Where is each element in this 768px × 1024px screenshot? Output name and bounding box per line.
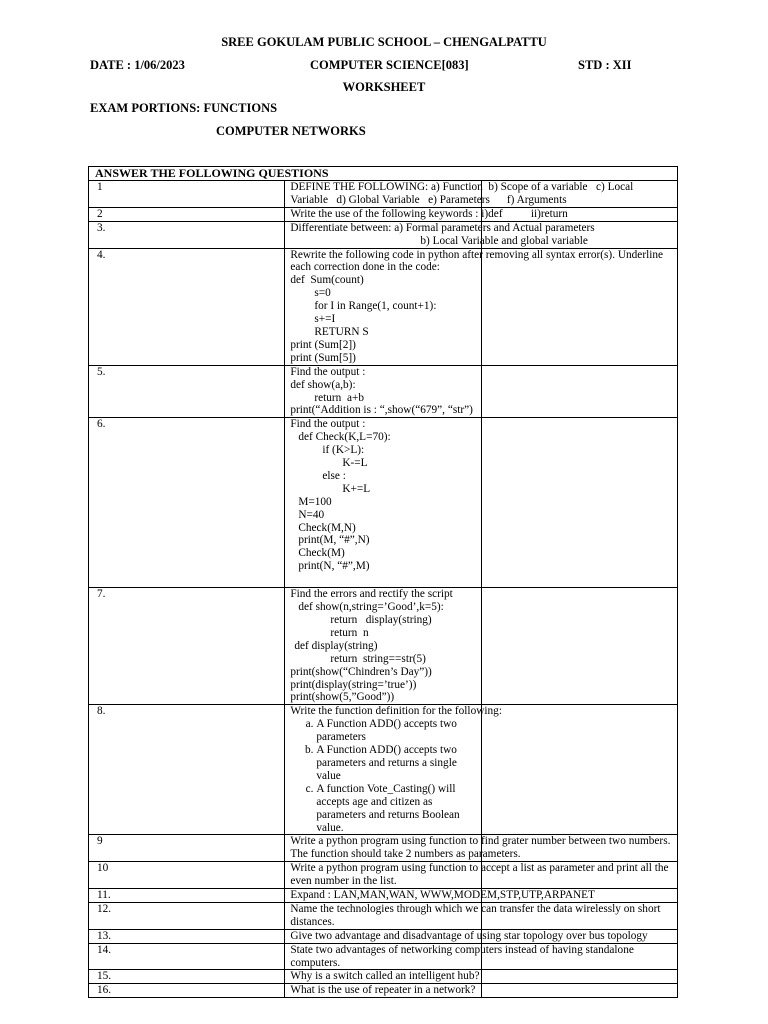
table-row — [89, 705, 678, 835]
blank-cell — [481, 588, 677, 705]
question-line: b) Local Variable and global variable — [420, 234, 588, 247]
table-row — [89, 221, 678, 248]
table-row — [89, 889, 678, 903]
questions-table — [88, 166, 678, 998]
blank-cell — [481, 248, 677, 365]
question-number: 3. — [89, 221, 285, 248]
code-line: def Check(K,L=70): — [298, 431, 391, 444]
table-row — [89, 207, 678, 221]
blank-cell — [481, 418, 677, 588]
question-line: Expand : LAN,MAN,WAN, WWW,MODEM,STP,UTP,ARPANET — [290, 889, 595, 902]
question-text — [285, 984, 481, 998]
question-text — [285, 248, 664, 365]
code-line: Check(M,N) — [298, 521, 356, 534]
table-row — [89, 418, 678, 588]
question-line: Differentiate between: a) Formal parameters and Actual parameters — [290, 221, 595, 234]
code-line: s+=I — [314, 313, 336, 326]
question-number: 16. — [89, 984, 285, 998]
table-row — [89, 181, 678, 208]
code-line: if (K>L): — [322, 444, 365, 457]
table-row — [89, 902, 678, 929]
question-text — [285, 835, 671, 862]
question-text — [285, 889, 595, 903]
question-text — [285, 181, 634, 208]
table-row — [89, 862, 678, 889]
question-text — [285, 943, 634, 970]
list-item: a. A Function ADD() accepts two parameters — [316, 718, 475, 744]
question-line: Write the use of the following keywords : i)def ii)return — [290, 207, 568, 220]
question-text — [285, 207, 568, 221]
code-line: s=0 — [314, 287, 331, 300]
question-text — [285, 862, 669, 889]
question-number: 2 — [89, 207, 285, 221]
code-line: Check(M) — [298, 547, 345, 560]
list-item: c. A function Vote_Casting() will accepts age and citizen as parameters and returns Boolean value. — [316, 783, 475, 835]
question-text — [285, 929, 648, 943]
code-line: print(show(5,”Good”)) — [290, 691, 395, 704]
question-line: Find the output : — [290, 418, 366, 431]
code-line: return n — [330, 626, 369, 639]
question-number: 5. — [89, 365, 285, 418]
question-number: 6. — [89, 418, 285, 588]
question-text — [285, 902, 661, 929]
question-line: Rewrite the following code in python after removing all syntax error(s). Underline — [290, 248, 664, 261]
code-line: print (Sum[5]) — [290, 351, 356, 364]
question-line: distances. — [290, 915, 335, 928]
question-number: 1 — [89, 181, 285, 208]
blank-cell — [481, 984, 677, 998]
question-number: 13. — [89, 929, 285, 943]
table-row — [89, 588, 678, 705]
question-text — [285, 588, 481, 705]
question-text — [285, 970, 481, 984]
code-line: print(show(“Chindren’s Day”)) — [290, 665, 432, 678]
code-line: print(display(string=’true’)) — [290, 678, 417, 691]
question-line: State two advantages of networking computers instead of having standalone — [290, 943, 634, 956]
exam-portions: EXAM PORTIONS: FUNCTIONS — [90, 101, 278, 115]
table-row — [89, 929, 678, 943]
question-line: Find the output : — [290, 365, 366, 378]
question-line: The function should take 2 numbers as parameters. — [290, 848, 521, 861]
question-line: What is the use of repeater in a network? — [290, 984, 476, 997]
question-line: Find the errors and rectify the script — [290, 588, 453, 601]
question-line: Name the technologies through which we can transfer the data wirelessly on short — [290, 902, 661, 915]
code-line: return a+b — [314, 391, 364, 404]
code-line: def show(n,string=’Good’,k=5): — [298, 601, 444, 614]
subject-label: COMPUTER SCIENCE[083] — [310, 58, 469, 72]
question-number: 4. — [89, 248, 285, 365]
code-line: def Sum(count) — [290, 274, 364, 287]
code-line: def display(string) — [294, 639, 378, 652]
school-name: SREE GOKULAM PUBLIC SCHOOL – CHENGALPATTU — [221, 35, 547, 49]
std-label: STD : XII — [578, 58, 632, 72]
question-number: 8. — [89, 705, 285, 835]
code-line: for I in Range(1, count+1): — [314, 300, 437, 313]
question-number: 14. — [89, 943, 285, 970]
code-line: N=40 — [298, 508, 325, 521]
question-line: Variable d) Global Variable e) Parameters f) Arguments — [290, 193, 567, 206]
table-row — [89, 943, 678, 970]
date-label: DATE : 1/06/2023 — [90, 58, 185, 72]
table-row — [89, 248, 678, 365]
code-line: K-=L — [342, 457, 368, 470]
code-line: print(N, “#”,M) — [298, 560, 370, 573]
code-line: def show(a,b): — [290, 378, 356, 391]
code-line: else : — [322, 469, 346, 482]
question-number: 11. — [89, 889, 285, 903]
question-line: Write the function definition for the following: — [290, 705, 502, 718]
table-row — [89, 970, 678, 984]
question-text — [285, 365, 481, 418]
worksheet-title: WORKSHEET — [342, 80, 426, 94]
code-line: print(M, “#”,N) — [298, 534, 370, 547]
code-line: M=100 — [298, 495, 332, 508]
question-number: 9 — [89, 835, 285, 862]
question-number: 10 — [89, 862, 285, 889]
list-item: b. A Function ADD() accepts two parameters and returns a single value — [316, 744, 475, 783]
question-number: 12. — [89, 902, 285, 929]
blank-cell — [481, 970, 677, 984]
code-line: print (Sum[2]) — [290, 338, 356, 351]
question-text — [285, 418, 481, 588]
question-line: DEFINE THE FOLLOWING: a) Function b) Scope of a variable c) Local — [290, 181, 634, 193]
question-line: Write a python program using function to accept a list as parameter and print all the — [290, 862, 669, 875]
question-line: Why is a switch called an intelligent hub? — [290, 970, 480, 983]
exam-portions-networks: COMPUTER NETWORKS — [216, 124, 366, 138]
code-line: return display(string) — [330, 614, 432, 626]
question-text — [285, 705, 502, 835]
blank-cell — [481, 705, 677, 835]
question-line: even number in the list. — [290, 875, 397, 888]
question-text — [285, 221, 595, 248]
question-line: computers. — [290, 956, 341, 969]
blank-cell — [481, 365, 677, 418]
table-heading: ANSWER THE FOLLOWING QUESTIONS — [89, 167, 678, 181]
code-line: RETURN S — [314, 325, 369, 338]
question-number: 7. — [89, 588, 285, 705]
table-row — [89, 984, 678, 998]
question-line: each correction done in the code: — [290, 261, 440, 274]
table-row — [89, 835, 678, 862]
code-line: print(“Addition is : “,show(“679”, “str”) — [290, 404, 473, 417]
question-number: 15. — [89, 970, 285, 984]
sub-question-list — [290, 718, 475, 834]
question-line: Write a python program using function to find grater number between two numbers. — [290, 835, 671, 848]
table-row — [89, 365, 678, 418]
table-heading-row — [89, 167, 678, 181]
question-line: Give two advantage and disadvantage of using star topology over bus topology — [290, 929, 648, 942]
code-line: K+=L — [342, 482, 371, 495]
code-line: return string==str(5) — [330, 652, 426, 665]
